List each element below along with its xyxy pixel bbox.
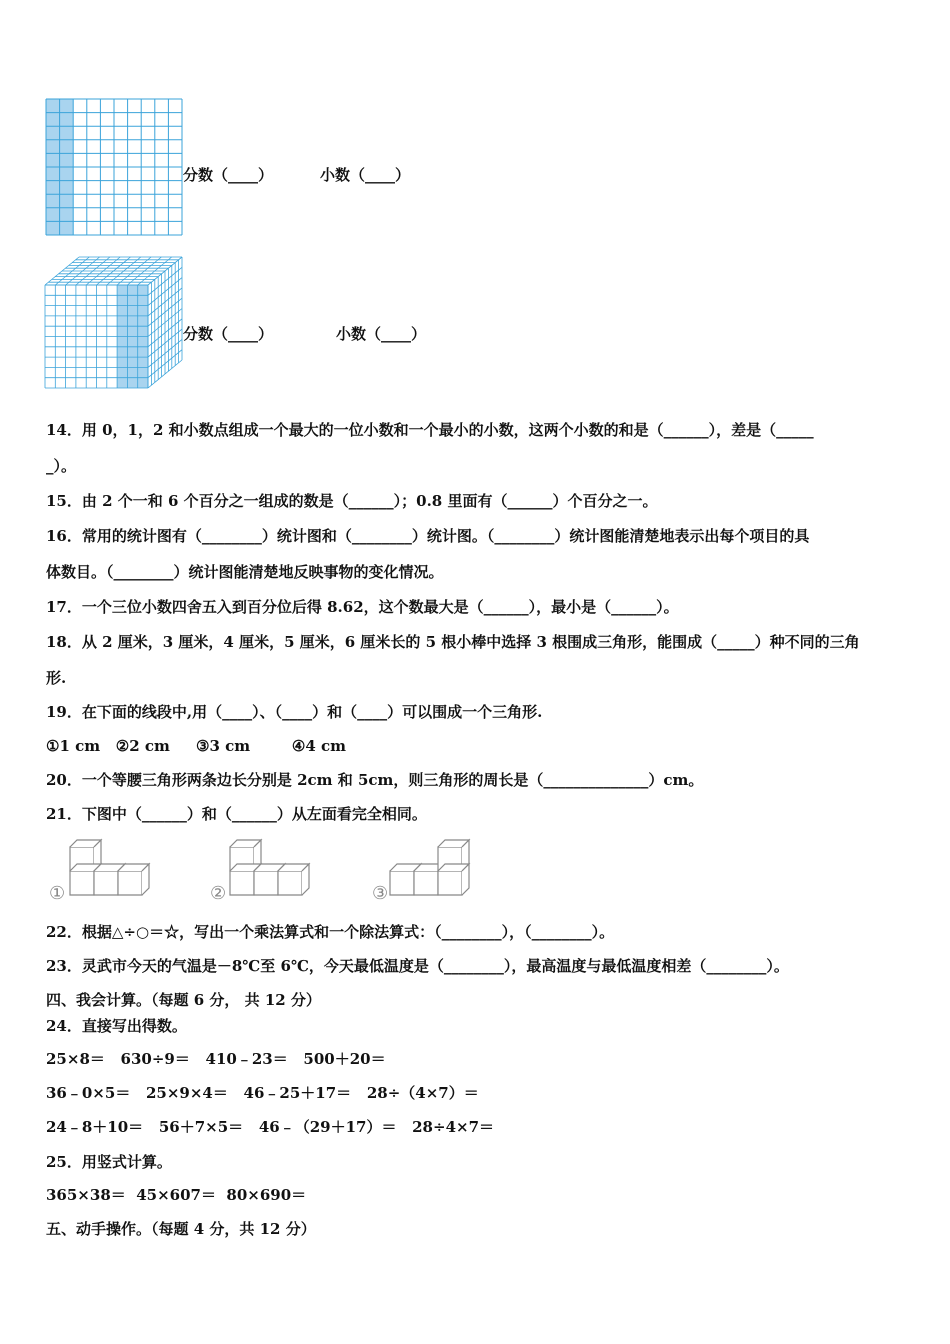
question-23: 23．灵武市今天的气温是－8℃至 6℃，今天最低温度是（________），最高温度与最低温度相差（________）。 (46, 957, 789, 975)
question-16-line1: 16．常用的统计图有（________）统计图和（________）统计图。（________）统计图能清楚地表示出每个项目的具 (46, 527, 810, 545)
question-18-line1: 18．从 2 厘米，3 厘米，4 厘米，5 厘米，6 厘米长的 5 根小棒中选择 3 根围成三角形，能围成（_____）种不同的三角 (46, 633, 860, 651)
question-17: 17．一个三位小数四舍五入到百分位后得 8.62，这个数最大是（______），最小是（______）。 (46, 598, 679, 616)
question-24-title: 24．直接写出得数。 (46, 1017, 187, 1035)
question-18-line2: 形. (46, 669, 67, 687)
hundred-grid-figure (45, 98, 183, 236)
thousand-cube-figure (44, 255, 184, 397)
figure1-fraction-label: 分数（____） (183, 166, 274, 184)
question-22: 22．根据△÷○＝☆，写出一个乘法算式和一个除法算式：（________），（________）。 (46, 923, 615, 941)
question-24-row-1: 25×8＝ 630÷9＝ 410﹣23＝ 500＋20＝ (46, 1050, 386, 1068)
question-15: 15．由 2 个一和 6 个百分之一组成的数是（______）；0.8 里面有（______）个百分之一。 (46, 492, 658, 510)
cube-views-figure (44, 833, 484, 905)
question-24-row-3: 24﹣8＋10＝ 56＋7×5＝ 46﹣（29＋17）＝ 28÷4×7＝ (46, 1118, 495, 1136)
question-19-options: ①1 cm ②2 cm ③3 cm ④4 cm (46, 737, 346, 755)
section-5-heading: 五、动手操作。（每题 4 分，共 12 分） (46, 1220, 316, 1238)
question-24-row-2: 36﹣0×5＝ 25×9×4＝ 46﹣25＋17＝ 28÷（4×7）＝ (46, 1084, 479, 1102)
question-19: 19．在下面的线段中,用（____）、（____）和（____）可以围成一个三角形. (46, 703, 543, 721)
figure1-decimal-label: 小数（____） (320, 166, 411, 184)
question-21: 21．下图中（______）和（______）从左面看完全相同。 (46, 805, 427, 823)
section-4-heading: 四、我会计算。（每题 6 分， 共 12 分） (46, 991, 321, 1009)
figure-label-3: ③ (372, 883, 389, 904)
question-14-line2: _）。 (46, 457, 77, 475)
question-14-line1: 14．用 0，1，2 和小数点组成一个最大的一位小数和一个最小的小数，这两个小数的和是（______），差是（_____ (46, 421, 814, 439)
figure2-fraction-label: 分数（____） (183, 325, 274, 343)
question-25-title: 25．用竖式计算。 (46, 1153, 172, 1171)
question-25-row: 365×38＝ 45×607＝ 80×690＝ (46, 1186, 307, 1204)
figure2-decimal-label: 小数（____） (336, 325, 427, 343)
question-16-line2: 体数目。（________）统计图能清楚地反映事物的变化情况。 (46, 563, 444, 581)
figure-label-2: ② (210, 883, 227, 904)
question-20: 20．一个等腰三角形两条边长分别是 2cm 和 5cm，则三角形的周长是（______________）cm。 (46, 771, 704, 789)
figure-label-1: ① (49, 883, 66, 904)
